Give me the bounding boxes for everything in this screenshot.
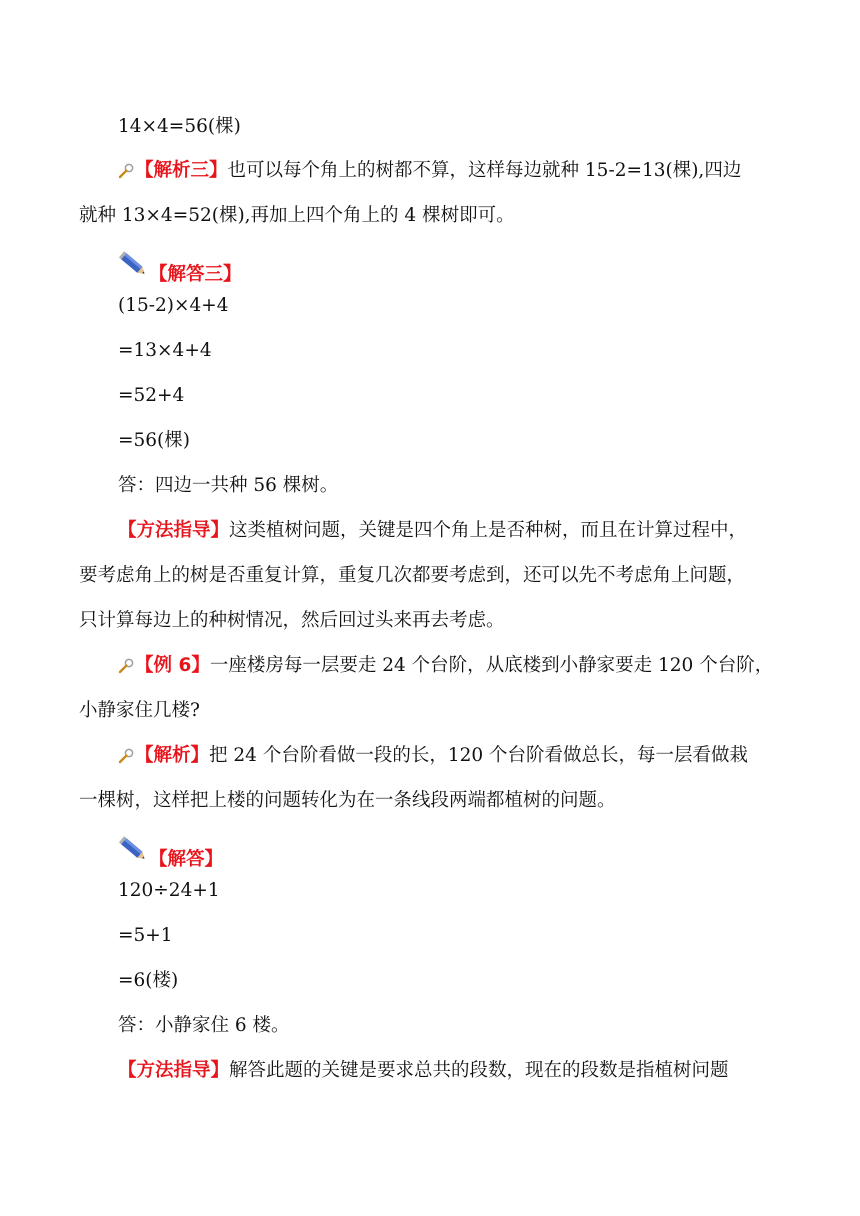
example-text-cont: 小静家住几楼? <box>79 700 200 721</box>
pencil-icon <box>118 250 148 286</box>
example-label: 【例 6】 <box>135 655 210 676</box>
method-guide-cont-1 <box>79 563 745 589</box>
analysis-label: 【解析三】 <box>135 160 228 181</box>
method-guide-2 <box>118 1058 729 1084</box>
analysis-text: 把 24 个台阶看做一段的长，120 个台阶看做总长，每一层看做栽 <box>209 745 749 766</box>
method-text: 解答此题的关键是要求总共的段数，现在的段数是指植树问题 <box>229 1060 729 1081</box>
example-6-cont <box>79 698 200 724</box>
magnifier-icon <box>118 161 134 187</box>
equation-text: 120÷24+1 <box>118 880 220 901</box>
answer-label: 【解答】 <box>149 849 224 870</box>
equation-line-1 <box>118 293 229 319</box>
method-text: 这类植树问题，关键是四个角上是否种树，而且在计算过程中， <box>229 520 748 541</box>
equation-text: =13×4+4 <box>118 340 212 361</box>
analysis-text-cont: 一棵树，这样把上楼的问题转化为在一条线段两端都植树的问题。 <box>79 790 616 811</box>
analysis-cont <box>79 788 616 814</box>
answer-heading <box>118 835 223 873</box>
method-label: 【方法指导】 <box>118 1060 230 1081</box>
magnifier-icon <box>118 656 134 682</box>
equation-line-7 <box>118 968 178 994</box>
method-text-cont: 要考虑角上的树是否重复计算，重复几次都要考虑到，还可以先不考虑角上问题， <box>79 565 746 586</box>
equation-text: =56(棵) <box>118 430 190 451</box>
equation-line-5 <box>118 878 220 904</box>
calc-text: 14×4=56(棵) <box>118 116 241 137</box>
method-text-cont: 只计算每边上的种树情况，然后回过头来再去考虑。 <box>79 610 505 631</box>
analysis-label: 【解析】 <box>135 745 210 766</box>
answer-three-heading <box>118 250 242 288</box>
answer-label: 【解答三】 <box>149 264 242 285</box>
equation-text: =52+4 <box>118 385 185 406</box>
answer-text: 答：四边一共种 56 棵树。 <box>118 475 339 496</box>
equation-line-2 <box>118 338 212 364</box>
analysis-three <box>118 158 741 187</box>
analysis-text-cont: 就种 13×4=52(棵),再加上四个角上的 4 棵树即可。 <box>79 205 515 226</box>
method-guide-cont-2 <box>79 608 505 634</box>
equation-line-6 <box>118 923 173 949</box>
method-guide <box>118 518 747 544</box>
analysis-three-cont <box>79 203 515 229</box>
analysis-text: 也可以每个角上的树都不算，这样每边就种 15-2=13(棵),四边 <box>227 160 742 181</box>
method-label: 【方法指导】 <box>118 520 230 541</box>
example-text: 一座楼房每一层要走 24 个台阶，从底楼到小静家要走 120 个台阶， <box>209 655 774 676</box>
analysis <box>118 743 748 772</box>
equation-line-4 <box>118 428 190 454</box>
answer-sentence <box>118 473 338 499</box>
equation-line-3 <box>118 383 184 409</box>
line-calc-result <box>118 114 241 140</box>
magnifier-icon <box>118 746 134 772</box>
example-6 <box>118 653 773 682</box>
equation-text: =6(楼) <box>118 970 179 991</box>
answer-sentence-2 <box>118 1013 290 1039</box>
answer-text: 答：小静家住 6 楼。 <box>118 1015 290 1036</box>
equation-text: (15-2)×4+4 <box>118 295 229 316</box>
equation-text: =5+1 <box>118 925 173 946</box>
pencil-icon <box>118 835 148 871</box>
